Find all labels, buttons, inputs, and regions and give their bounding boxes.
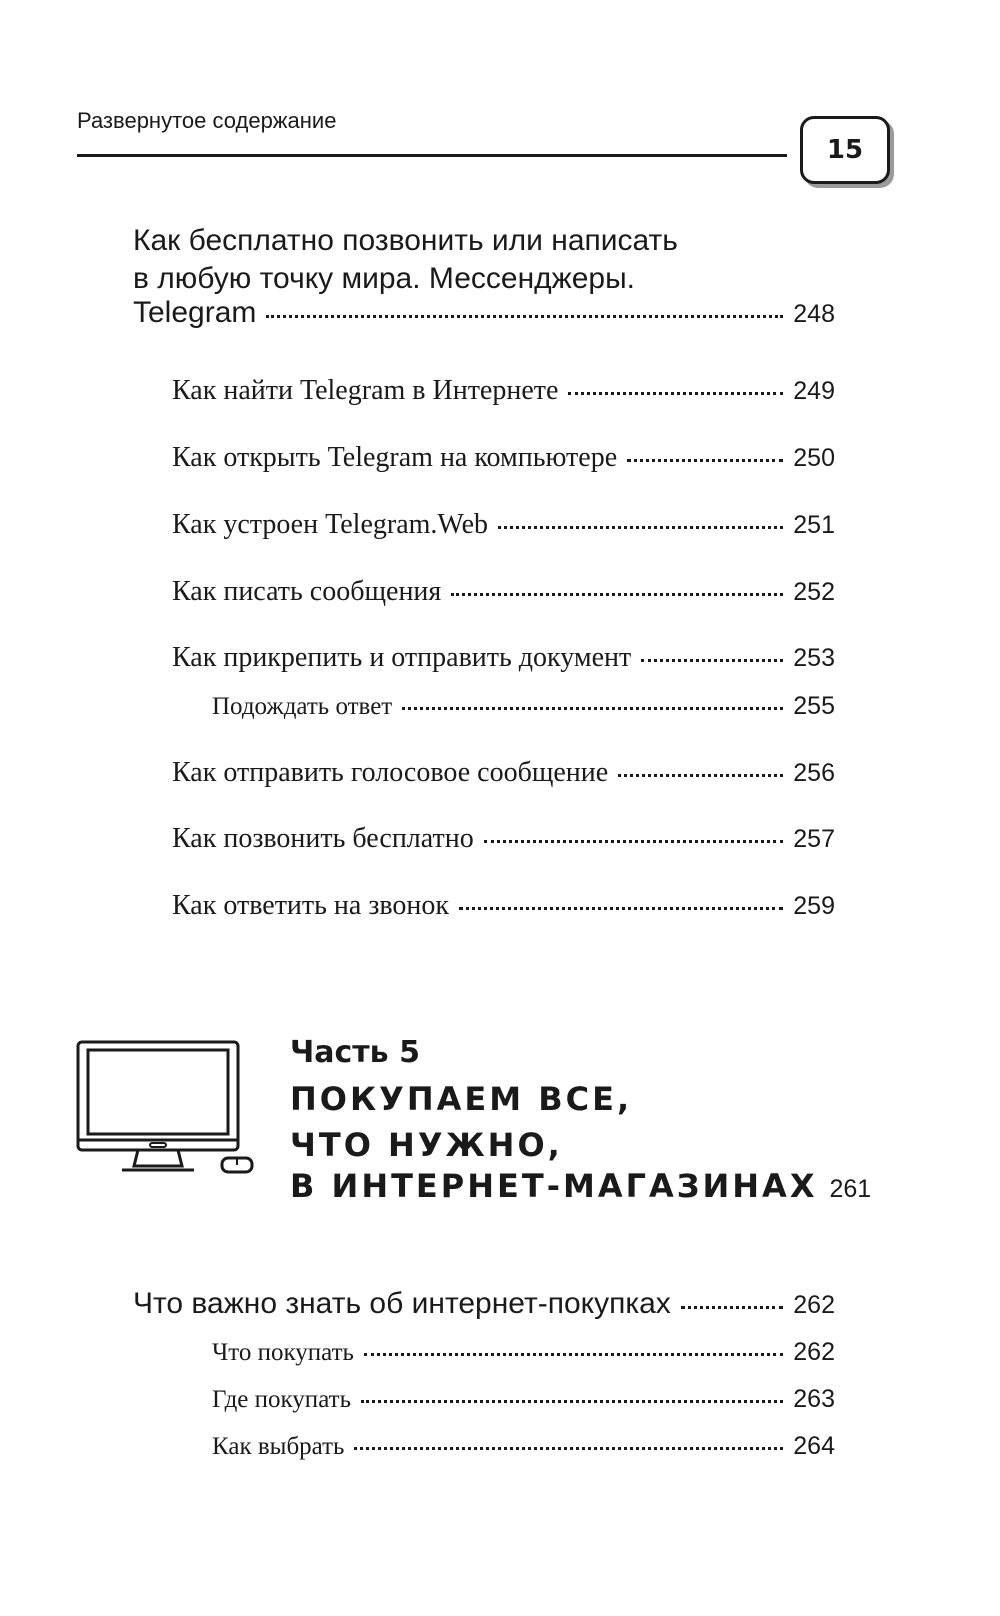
toc-subentry[interactable] bbox=[212, 1338, 835, 1367]
toc-entry-label: Telegram bbox=[133, 296, 257, 329]
dot-leader bbox=[498, 526, 783, 529]
part-number: Часть 5 bbox=[290, 1035, 420, 1070]
toc-entry-page: 261 bbox=[829, 1175, 872, 1203]
toc-entry-page: 256 bbox=[793, 759, 835, 787]
toc-entry-page: 262 bbox=[793, 1338, 835, 1366]
toc-entry-page: 255 bbox=[793, 692, 835, 720]
toc-entry-page: 253 bbox=[793, 644, 835, 672]
toc-entry-page: 262 bbox=[793, 1291, 835, 1319]
part-title-line: ПОКУПАЕМ ВСЕ, bbox=[290, 1080, 633, 1118]
toc-entry[interactable] bbox=[172, 576, 835, 608]
dot-leader bbox=[451, 593, 783, 596]
toc-entry-page: 251 bbox=[793, 511, 835, 539]
toc-entry-label: Как устроен Telegram.Web bbox=[172, 509, 489, 540]
toc-entry-label: Как прикрепить и отправить документ bbox=[172, 642, 632, 673]
dot-leader bbox=[641, 659, 783, 662]
toc-entry[interactable] bbox=[172, 823, 835, 855]
dot-leader bbox=[459, 907, 783, 910]
toc-entry-page: 257 bbox=[793, 825, 835, 853]
toc-entry-section-telegram[interactable] bbox=[133, 296, 835, 330]
toc-subentry[interactable] bbox=[212, 1432, 835, 1461]
toc-entry[interactable] bbox=[172, 890, 835, 922]
toc-entry-label: Как отправить голосовое сообщение bbox=[172, 757, 609, 788]
header-rule bbox=[77, 154, 787, 157]
part-title-line: В ИНТЕРНЕТ-МАГАЗИНАХ bbox=[290, 1167, 818, 1205]
toc-subentry[interactable] bbox=[212, 1385, 835, 1414]
dot-leader bbox=[484, 840, 784, 843]
toc-entry-section[interactable] bbox=[133, 1287, 835, 1321]
toc-entry-label: Что важно знать об интернет-покупках bbox=[133, 1287, 671, 1320]
dot-leader bbox=[402, 707, 783, 710]
toc-entry-label: Где покупать bbox=[212, 1386, 351, 1413]
toc-entry-page: 259 bbox=[793, 892, 835, 920]
dot-leader bbox=[266, 315, 783, 318]
toc-entry-label: Подождать ответ bbox=[212, 693, 393, 720]
toc-entry-label: Что покупать bbox=[212, 1339, 354, 1366]
part-heading bbox=[290, 1030, 632, 1168]
page-number-badge: 15 bbox=[800, 116, 890, 184]
toc-entry-label: Как найти Telegram в Интернете bbox=[172, 375, 559, 406]
toc-entry[interactable] bbox=[172, 642, 835, 674]
section-heading bbox=[133, 222, 678, 298]
toc-entry-label: Как позвонить бесплатно bbox=[172, 823, 474, 854]
toc-entry-label: Как открыть Telegram на компьютере bbox=[172, 442, 618, 473]
toc-entry[interactable] bbox=[172, 442, 835, 474]
toc-entry-page: 264 bbox=[793, 1432, 835, 1460]
dot-leader bbox=[618, 774, 783, 777]
part-title-line: ЧТО НУЖНО, bbox=[290, 1126, 563, 1164]
dot-leader bbox=[681, 1306, 783, 1309]
dot-leader bbox=[354, 1447, 783, 1450]
section-heading-line: в любую точку мира. Мессенджеры. bbox=[133, 262, 636, 295]
toc-entry-page: 248 bbox=[793, 300, 835, 328]
toc-entry-page: 263 bbox=[793, 1385, 835, 1413]
toc-entry-label: Как ответить на звонок bbox=[172, 890, 450, 921]
toc-entry[interactable] bbox=[172, 757, 835, 789]
toc-subentry[interactable] bbox=[212, 692, 835, 721]
toc-entry[interactable] bbox=[172, 375, 835, 407]
toc-entry-part[interactable] bbox=[290, 1167, 872, 1205]
dot-leader bbox=[364, 1353, 783, 1356]
toc-entry-page: 249 bbox=[793, 377, 835, 405]
running-header: Развернутое содержание bbox=[77, 108, 337, 133]
dot-leader bbox=[568, 392, 783, 395]
toc-entry-page: 252 bbox=[793, 578, 835, 606]
dot-leader bbox=[627, 459, 783, 462]
toc-entry[interactable] bbox=[172, 509, 835, 541]
monitor-icon bbox=[76, 1040, 260, 1180]
toc-entry-label: Как писать сообщения bbox=[172, 576, 442, 607]
section-heading-line: Как бесплатно позвонить или написать bbox=[133, 224, 678, 257]
dot-leader bbox=[361, 1400, 783, 1403]
toc-entry-page: 250 bbox=[793, 444, 835, 472]
toc-entry-label: Как выбрать bbox=[212, 1433, 345, 1460]
